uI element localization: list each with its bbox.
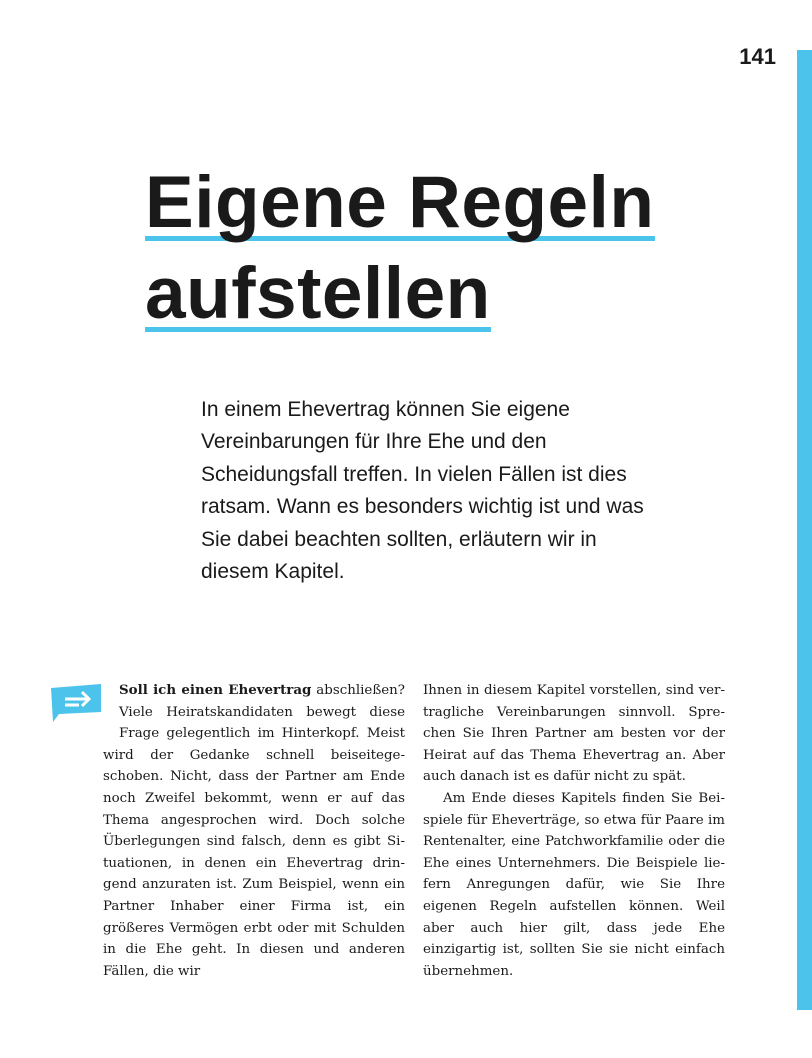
chapter-title bbox=[145, 158, 655, 332]
body-paragraph-left bbox=[103, 680, 405, 982]
body-paragraph-right-2: Am Ende dieses Kapitels finden Sie Beispiele für Eheverträge, so etwa für Paare im Rentenalter, eine Patchworkfamilie oder die Ehe eines Unternehmers. Die Beispiele liefern Anregungen dafür, wie Sie Ihre eigenen Regeln aufstellen können. Weil aber auch hier gilt, dass jede Ehe einzigartig ist, sollten Sie sie nicht einfach übernehmen. bbox=[423, 790, 725, 979]
page-number: 141 bbox=[739, 44, 776, 69]
title-text-1: Eigene Regeln bbox=[145, 162, 655, 243]
title-text-2: aufstellen bbox=[145, 253, 491, 334]
arrow-right-icon bbox=[77, 682, 111, 724]
intro-paragraph: In einem Ehevertrag können Sie eigene Vereinbarungen für Ihre Ehe und den Scheidungsfall treffen. In vielen Fällen ist dies ratsam. Wann es besonders wichtig ist und was Sie dabei beachten sollten, erläutern wir in diesem Kapitel. bbox=[201, 398, 644, 584]
body-column-right bbox=[423, 680, 725, 982]
body-column-left bbox=[103, 680, 405, 982]
body-paragraph-right-1: Ihnen in diesem Kapitel vorstellen, sind vertragliche Vereinbarungen sinnvoll. Sprechen Sie Ihren Partner am besten vor der Heirat auf das Thema Ehevertrag an. Aber auch danach ist es dafür nicht zu spät. bbox=[423, 683, 725, 785]
left-text: abschließen? Viele Heiratskandidaten bewegt diese Frage gelegentlich im Hinterkopf. Meist wird der Gedanke schnell beiseitegeschoben. Nicht, dass der Partner am Ende noch Zweifel bekommt, wenn er auf das Thema angesprochen wird. Doch solche Überlegungen sind falsch, denn es gibt Situationen, in denen ein Ehevertrag dringend anzuraten ist. Zum Beispiel, wenn ein Partner Inhaber einer Firma ist, ein größeres Vermögen erbt oder mit Schulden in die Ehe geht. In diesen und anderen Fällen, die wir bbox=[103, 683, 405, 979]
title-line-1 bbox=[145, 158, 655, 241]
chapter-side-bar bbox=[797, 50, 812, 1010]
title-line-2 bbox=[145, 249, 491, 332]
lead-in-bold: Soll ich einen Ehevertrag bbox=[119, 682, 312, 698]
